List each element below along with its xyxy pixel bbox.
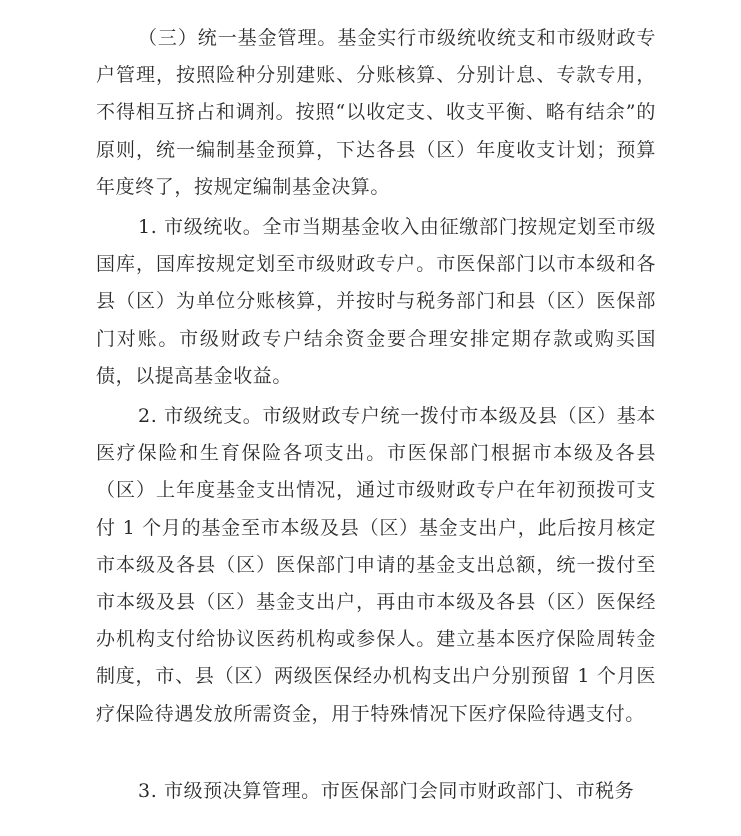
paragraph-city-level-expenditure: 2. 市级统支。市级财政专户统一拨付市本级及县（区）基本医疗保险和生育保险各项支出。市医保部门根据市本级及各县（区）上年度基金支出情况，通过市级财政专户在年初预拨可支付 1 个月的基金至市本级及县（区）基金支出户，此后按月核定市本级及各县（区）医保部门申请的基金支出总额，统一拨付至市本级及县（区）基金支出户，再由市本级及各县（区）医保经办机构支付给协议医药机构或参保人。建立基本医疗保险周转金制度，市、县（区）两级医保经办机构支出户分别预留 1 个月医疗保险待遇发放所需资金，用于特殊情况下医疗保险待遇支付。 — [96, 405, 656, 725]
paragraph-budget-management: 3. 市级预决算管理。市医保部门会同市财政部门、市税务 — [138, 780, 635, 802]
paragraph-fund-management: （三）统一基金管理。基金实行市级统收统支和市级财政专户管理，按照险种分别建账、分账核算、分别计息、专款专用，不得相互挤占和调剂。按照“以收定支、收支平衡、略有结余”的原则，统一编制基金预算，下达各县（区）年度收支计划；预算年度终了，按规定编制基金决算。 — [96, 27, 656, 198]
paragraph-city-level-collection: 1. 市级统收。全市当期基金收入由征缴部门按规定划至市级国库，国库按规定划至市级财政专户。市医保部门以市本级和各县（区）为单位分账核算，并按时与税务部门和县（区）医保部门对账。市级财政专户结余资金要合理安排定期存款或购买国债，以提高基金收益。 — [96, 216, 656, 387]
